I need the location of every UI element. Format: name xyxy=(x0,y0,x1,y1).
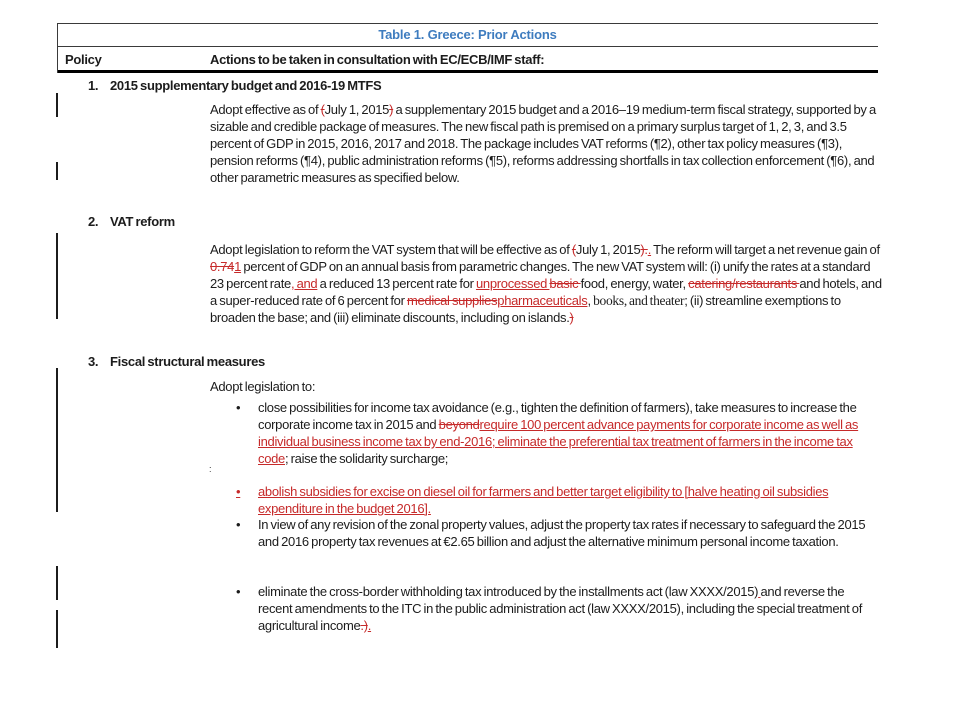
change-bar xyxy=(56,233,58,319)
bullet-icon: • xyxy=(236,517,241,532)
bullet-icon: • xyxy=(236,484,241,499)
table-title: Table 1. Greece: Prior Actions xyxy=(378,27,557,42)
change-bar xyxy=(56,610,58,648)
stray-edit-mark: : xyxy=(209,464,212,474)
table-title-divider xyxy=(57,46,878,47)
table-header-thick-border xyxy=(57,70,878,73)
bullet-3-text: In view of any revision of the zonal property values, adjust the property tax rates if necessary to safeguard the 2015 and 2016 property tax revenues at €2.65 billion and adjust the alternative minimum personal income taxation. xyxy=(258,517,866,549)
section-3-intro: Adopt legislation to: xyxy=(210,379,316,394)
section-3-number: 3. xyxy=(88,354,99,369)
bullet-icon: • xyxy=(236,400,241,415)
bullet-2-text: abolish subsidies for excise on diesel oil for farmers and better target eligibility to [halve heating oil subsidies expenditure in the budget 2016]. xyxy=(258,484,829,516)
bullet-4-text: eliminate the cross-border withholding tax introduced by the installments act (law XXXX/2015) and reverse the recent amendments to the ITC in the public administration act (law XXXX/2015), including the special treatment of agricultural income.). xyxy=(258,584,863,633)
section-1-number: 1. xyxy=(88,78,99,93)
change-bar xyxy=(56,93,58,117)
section-2-number: 2. xyxy=(88,214,99,229)
bullet-1-text: close possibilities for income tax avoidance (e.g., tighten the definition of farmers), take measures to increase the corporate income tax in 2015 and beyondrequire 100 percent advance payments for corporate income as well as individual business income tax by end-2016; eliminate the preferential tax treatment of farmers in the income tax code; raise the solidarity surcharge; xyxy=(258,400,859,466)
table-top-border xyxy=(57,23,878,24)
section-3-heading: Fiscal structural measures xyxy=(110,354,265,369)
column-header-actions: Actions to be taken in consultation with EC/ECB/IMF staff: xyxy=(210,52,545,67)
bullet-icon: • xyxy=(236,584,241,599)
table-left-border xyxy=(57,23,58,73)
section-1-paragraph: Adopt effective as of (July 1, 2015) a supplementary 2015 budget and a 2016–19 medium-term fiscal strategy, supported by a sizable and credible package of measures. The new fiscal path is premised on a primary surplus target of 1, 2, 3, and 3.5 percent of GDP in 2015, 2016, 2017 and 2018. The package includes VAT reforms (¶2), other tax policy measures (¶3), pension reforms (¶4), public administration reforms (¶5), reforms addressing shortfalls in tax collection enforcement (¶6), and other parametric measures as specified below. xyxy=(210,102,876,185)
section-2-heading: VAT reform xyxy=(110,214,175,229)
column-header-policy: Policy xyxy=(65,52,102,67)
section-2-paragraph: Adopt legislation to reform the VAT system that will be effective as of (July 1, 2015).. The reform will target a net revenue gain of 0.741 percent of GDP on an annual basis from parametric changes. The new VAT system will: (i) unify the rates at a standard 23 percent rate, and a reduced 13 percent rate for unprocessed basic food, energy, water, catering/restaurants and hotels, and a super-reduced rate of 6 percent for medical suppliespharmaceuticals, books, and theater; (ii) streamline exemptions to broaden the base; and (iii) eliminate discounts, including on islands.) xyxy=(210,242,882,325)
change-bar xyxy=(56,566,58,600)
change-bar xyxy=(56,368,58,512)
section-1-heading: 2015 supplementary budget and 2016-19 MTFS xyxy=(110,78,382,93)
change-bar xyxy=(56,162,58,180)
